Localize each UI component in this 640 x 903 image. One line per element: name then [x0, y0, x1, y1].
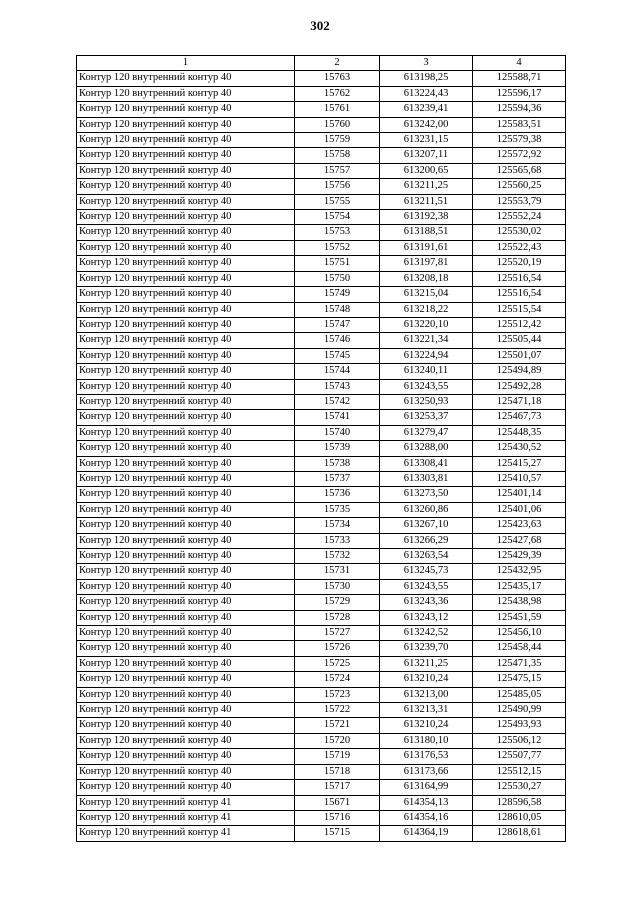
table-row [77, 456, 566, 471]
y-coordinate-cell: 125516,54 [473, 287, 566, 302]
y-coordinate-cell: 125415,27 [473, 456, 566, 471]
x-coordinate-cell: 613213,00 [380, 687, 473, 702]
y-coordinate-cell: 125485,05 [473, 687, 566, 702]
table-row [77, 564, 566, 579]
contour-name-cell: Контур 120 внутренний контур 40 [77, 71, 295, 86]
point-number-cell: 15741 [295, 410, 380, 425]
point-number-cell: 15761 [295, 102, 380, 117]
x-coordinate-cell: 613211,25 [380, 179, 473, 194]
contour-name-cell: Контур 120 внутренний контур 40 [77, 271, 295, 286]
page-number: 302 [310, 18, 330, 33]
table-row [77, 133, 566, 148]
point-number-cell: 15752 [295, 240, 380, 255]
point-number-cell: 15756 [295, 179, 380, 194]
point-number-cell: 15722 [295, 703, 380, 718]
table-row [77, 71, 566, 86]
contour-name-cell: Контур 120 внутренний контур 40 [77, 749, 295, 764]
table-row [77, 86, 566, 101]
table-row [77, 364, 566, 379]
y-coordinate-cell: 125530,02 [473, 225, 566, 240]
y-coordinate-cell: 125493,93 [473, 718, 566, 733]
y-coordinate-cell: 128618,61 [473, 826, 566, 841]
contour-name-cell: Контур 120 внутренний контур 40 [77, 394, 295, 409]
y-coordinate-cell: 125579,38 [473, 133, 566, 148]
contour-name-cell: Контур 120 внутренний контур 40 [77, 148, 295, 163]
table-row [77, 764, 566, 779]
point-number-cell: 15728 [295, 610, 380, 625]
y-coordinate-cell: 125401,06 [473, 502, 566, 517]
contour-name-cell: Контур 120 внутренний контур 40 [77, 502, 295, 517]
x-coordinate-cell: 613231,15 [380, 133, 473, 148]
point-number-cell: 15758 [295, 148, 380, 163]
x-coordinate-cell: 613242,52 [380, 626, 473, 641]
contour-name-cell: Контур 120 внутренний контур 40 [77, 672, 295, 687]
point-number-cell: 15753 [295, 225, 380, 240]
table-body [77, 56, 566, 842]
contour-name-cell: Контур 120 внутренний контур 40 [77, 703, 295, 718]
table-row [77, 703, 566, 718]
point-number-cell: 15731 [295, 564, 380, 579]
x-coordinate-cell: 613207,11 [380, 148, 473, 163]
point-number-cell: 15738 [295, 456, 380, 471]
x-coordinate-cell: 613239,41 [380, 102, 473, 117]
point-number-cell: 15720 [295, 733, 380, 748]
x-coordinate-cell: 613220,10 [380, 317, 473, 332]
y-coordinate-cell: 125429,39 [473, 549, 566, 564]
table-row [77, 225, 566, 240]
contour-name-cell: Контур 120 внутренний контур 40 [77, 210, 295, 225]
x-coordinate-cell: 613192,38 [380, 210, 473, 225]
table-row [77, 780, 566, 795]
x-coordinate-cell: 613243,36 [380, 595, 473, 610]
point-number-cell: 15755 [295, 194, 380, 209]
point-number-cell: 15754 [295, 210, 380, 225]
point-number-cell: 15762 [295, 86, 380, 101]
y-coordinate-cell: 125516,54 [473, 271, 566, 286]
table-header-row [77, 56, 566, 71]
x-coordinate-cell: 613273,50 [380, 487, 473, 502]
x-coordinate-cell: 613176,53 [380, 749, 473, 764]
table-row [77, 579, 566, 594]
table-row [77, 718, 566, 733]
x-coordinate-cell: 613243,55 [380, 379, 473, 394]
x-coordinate-cell: 613180,10 [380, 733, 473, 748]
y-coordinate-cell: 125410,57 [473, 471, 566, 486]
contour-name-cell: Контур 120 внутренний контур 40 [77, 487, 295, 502]
x-coordinate-cell: 613197,81 [380, 256, 473, 271]
point-number-cell: 15735 [295, 502, 380, 517]
y-coordinate-cell: 125423,63 [473, 518, 566, 533]
contour-name-cell: Контур 120 внутренний контур 40 [77, 364, 295, 379]
y-coordinate-cell: 125494,89 [473, 364, 566, 379]
contour-name-cell: Контур 120 внутренний контур 41 [77, 826, 295, 841]
point-number-cell: 15760 [295, 117, 380, 132]
column-header-2: 2 [295, 56, 380, 71]
x-coordinate-cell: 613208,18 [380, 271, 473, 286]
table-row [77, 826, 566, 841]
table-row [77, 549, 566, 564]
table-row [77, 425, 566, 440]
table-row [77, 471, 566, 486]
point-number-cell: 15716 [295, 810, 380, 825]
table-row [77, 148, 566, 163]
y-coordinate-cell: 125512,42 [473, 317, 566, 332]
table-row [77, 441, 566, 456]
point-number-cell: 15739 [295, 441, 380, 456]
contour-name-cell: Контур 120 внутренний контур 40 [77, 718, 295, 733]
table-row [77, 333, 566, 348]
table-row [77, 410, 566, 425]
x-coordinate-cell: 614364,19 [380, 826, 473, 841]
table-row [77, 179, 566, 194]
y-coordinate-cell: 125553,79 [473, 194, 566, 209]
table-row [77, 533, 566, 548]
table-row [77, 487, 566, 502]
point-number-cell: 15763 [295, 71, 380, 86]
y-coordinate-cell: 125512,15 [473, 764, 566, 779]
x-coordinate-cell: 613279,47 [380, 425, 473, 440]
contour-name-cell: Контур 120 внутренний контур 40 [77, 179, 295, 194]
x-coordinate-cell: 613242,00 [380, 117, 473, 132]
point-number-cell: 15717 [295, 780, 380, 795]
y-coordinate-cell: 125458,44 [473, 641, 566, 656]
table-row [77, 240, 566, 255]
contour-name-cell: Контур 120 внутренний контур 40 [77, 641, 295, 656]
point-number-cell: 15734 [295, 518, 380, 533]
table-row [77, 394, 566, 409]
contour-name-cell: Контур 120 внутренний контур 40 [77, 610, 295, 625]
x-coordinate-cell: 613210,24 [380, 672, 473, 687]
contour-name-cell: Контур 120 внутренний контур 40 [77, 733, 295, 748]
point-number-cell: 15719 [295, 749, 380, 764]
y-coordinate-cell: 125596,17 [473, 86, 566, 101]
point-number-cell: 15740 [295, 425, 380, 440]
contour-name-cell: Контур 120 внутренний контур 40 [77, 287, 295, 302]
y-coordinate-cell: 125435,17 [473, 579, 566, 594]
contour-name-cell: Контур 120 внутренний контур 40 [77, 194, 295, 209]
contour-name-cell: Контур 120 внутренний контур 40 [77, 86, 295, 101]
point-number-cell: 15742 [295, 394, 380, 409]
contour-name-cell: Контур 120 внутренний контур 40 [77, 564, 295, 579]
table-row [77, 502, 566, 517]
x-coordinate-cell: 613266,29 [380, 533, 473, 548]
point-number-cell: 15730 [295, 579, 380, 594]
y-coordinate-cell: 125471,18 [473, 394, 566, 409]
x-coordinate-cell: 613188,51 [380, 225, 473, 240]
point-number-cell: 15744 [295, 364, 380, 379]
point-number-cell: 15732 [295, 549, 380, 564]
table-row [77, 749, 566, 764]
contour-name-cell: Контур 120 внутренний контур 40 [77, 133, 295, 148]
x-coordinate-cell: 613198,25 [380, 71, 473, 86]
x-coordinate-cell: 613213,31 [380, 703, 473, 718]
contour-name-cell: Контур 120 внутренний контур 40 [77, 317, 295, 332]
contour-name-cell: Контур 120 внутренний контур 40 [77, 549, 295, 564]
y-coordinate-cell: 125432,95 [473, 564, 566, 579]
contour-name-cell: Контур 120 внутренний контур 40 [77, 379, 295, 394]
x-coordinate-cell: 613250,93 [380, 394, 473, 409]
y-coordinate-cell: 125471,35 [473, 656, 566, 671]
x-coordinate-cell: 613239,70 [380, 641, 473, 656]
x-coordinate-cell: 613164,99 [380, 780, 473, 795]
y-coordinate-cell: 125552,24 [473, 210, 566, 225]
point-number-cell: 15729 [295, 595, 380, 610]
point-number-cell: 15715 [295, 826, 380, 841]
x-coordinate-cell: 614354,13 [380, 795, 473, 810]
contour-name-cell: Контур 120 внутренний контур 40 [77, 225, 295, 240]
table-row [77, 117, 566, 132]
point-number-cell: 15726 [295, 641, 380, 656]
y-coordinate-cell: 125490,99 [473, 703, 566, 718]
y-coordinate-cell: 125456,10 [473, 626, 566, 641]
y-coordinate-cell: 125515,54 [473, 302, 566, 317]
point-number-cell: 15748 [295, 302, 380, 317]
y-coordinate-cell: 125507,77 [473, 749, 566, 764]
point-number-cell: 15749 [295, 287, 380, 302]
table-row [77, 672, 566, 687]
point-number-cell: 15733 [295, 533, 380, 548]
table-row [77, 518, 566, 533]
x-coordinate-cell: 613221,34 [380, 333, 473, 348]
point-number-cell: 15751 [295, 256, 380, 271]
y-coordinate-cell: 125451,59 [473, 610, 566, 625]
y-coordinate-cell: 125520,19 [473, 256, 566, 271]
y-coordinate-cell: 125427,68 [473, 533, 566, 548]
y-coordinate-cell: 125492,28 [473, 379, 566, 394]
contour-name-cell: Контур 120 внутренний контур 40 [77, 102, 295, 117]
contour-name-cell: Контур 120 внутренний контур 40 [77, 780, 295, 795]
point-number-cell: 15727 [295, 626, 380, 641]
x-coordinate-cell: 613211,51 [380, 194, 473, 209]
x-coordinate-cell: 613253,37 [380, 410, 473, 425]
point-number-cell: 15718 [295, 764, 380, 779]
x-coordinate-cell: 613211,25 [380, 656, 473, 671]
contour-name-cell: Контур 120 внутренний контур 40 [77, 163, 295, 178]
table-row [77, 317, 566, 332]
table-row [77, 626, 566, 641]
x-coordinate-cell: 613240,11 [380, 364, 473, 379]
column-header-3: 3 [380, 56, 473, 71]
contour-name-cell: Контур 120 внутренний контур 40 [77, 410, 295, 425]
table-row [77, 163, 566, 178]
point-number-cell: 15746 [295, 333, 380, 348]
x-coordinate-cell: 613308,41 [380, 456, 473, 471]
table-row [77, 302, 566, 317]
y-coordinate-cell: 125565,68 [473, 163, 566, 178]
x-coordinate-cell: 613288,00 [380, 441, 473, 456]
table-row [77, 379, 566, 394]
x-coordinate-cell: 613200,65 [380, 163, 473, 178]
y-coordinate-cell: 125530,27 [473, 780, 566, 795]
x-coordinate-cell: 613267,10 [380, 518, 473, 533]
table-row [77, 687, 566, 702]
point-number-cell: 15757 [295, 163, 380, 178]
contour-name-cell: Контур 120 внутренний контур 40 [77, 441, 295, 456]
x-coordinate-cell: 613245,73 [380, 564, 473, 579]
contour-name-cell: Контур 120 внутренний контур 40 [77, 579, 295, 594]
contour-name-cell: Контур 120 внутренний контур 41 [77, 810, 295, 825]
contour-name-cell: Контур 120 внутренний контур 40 [77, 333, 295, 348]
contour-name-cell: Контур 120 внутренний контур 40 [77, 348, 295, 363]
y-coordinate-cell: 125430,52 [473, 441, 566, 456]
y-coordinate-cell: 125475,15 [473, 672, 566, 687]
x-coordinate-cell: 613224,43 [380, 86, 473, 101]
y-coordinate-cell: 125594,36 [473, 102, 566, 117]
x-coordinate-cell: 614354,16 [380, 810, 473, 825]
point-number-cell: 15724 [295, 672, 380, 687]
table-row [77, 287, 566, 302]
contour-name-cell: Контур 120 внутренний контур 40 [77, 595, 295, 610]
table-row [77, 256, 566, 271]
point-number-cell: 15736 [295, 487, 380, 502]
point-number-cell: 15725 [295, 656, 380, 671]
table-row [77, 348, 566, 363]
x-coordinate-cell: 613224,94 [380, 348, 473, 363]
point-number-cell: 15723 [295, 687, 380, 702]
contour-name-cell: Контур 120 внутренний контур 40 [77, 302, 295, 317]
x-coordinate-cell: 613210,24 [380, 718, 473, 733]
point-number-cell: 15745 [295, 348, 380, 363]
x-coordinate-cell: 613260,86 [380, 502, 473, 517]
column-header-4: 4 [473, 56, 566, 71]
y-coordinate-cell: 125448,35 [473, 425, 566, 440]
y-coordinate-cell: 125506,12 [473, 733, 566, 748]
y-coordinate-cell: 125583,51 [473, 117, 566, 132]
contour-name-cell: Контур 120 внутренний контур 40 [77, 764, 295, 779]
table-row [77, 194, 566, 209]
table-row [77, 610, 566, 625]
contour-name-cell: Контур 120 внутренний контур 40 [77, 518, 295, 533]
y-coordinate-cell: 125522,43 [473, 240, 566, 255]
column-header-1: 1 [77, 56, 295, 71]
y-coordinate-cell: 125572,92 [473, 148, 566, 163]
contour-name-cell: Контур 120 внутренний контур 40 [77, 626, 295, 641]
y-coordinate-cell: 128596,58 [473, 795, 566, 810]
x-coordinate-cell: 613173,66 [380, 764, 473, 779]
y-coordinate-cell: 125401,14 [473, 487, 566, 502]
x-coordinate-cell: 613263,54 [380, 549, 473, 564]
x-coordinate-cell: 613215,04 [380, 287, 473, 302]
y-coordinate-cell: 125467,73 [473, 410, 566, 425]
point-number-cell: 15743 [295, 379, 380, 394]
table-row [77, 810, 566, 825]
contour-name-cell: Контур 120 внутренний контур 40 [77, 533, 295, 548]
table-row [77, 271, 566, 286]
y-coordinate-cell: 125501,07 [473, 348, 566, 363]
point-number-cell: 15721 [295, 718, 380, 733]
point-number-cell: 15737 [295, 471, 380, 486]
table-row [77, 656, 566, 671]
contour-name-cell: Контур 120 внутренний контур 40 [77, 656, 295, 671]
point-number-cell: 15759 [295, 133, 380, 148]
table-row [77, 595, 566, 610]
y-coordinate-cell: 128610,05 [473, 810, 566, 825]
x-coordinate-cell: 613303,81 [380, 471, 473, 486]
contour-name-cell: Контур 120 внутренний контур 40 [77, 425, 295, 440]
table-row [77, 795, 566, 810]
x-coordinate-cell: 613218,22 [380, 302, 473, 317]
x-coordinate-cell: 613191,61 [380, 240, 473, 255]
contour-name-cell: Контур 120 внутренний контур 40 [77, 456, 295, 471]
contour-name-cell: Контур 120 внутренний контур 41 [77, 795, 295, 810]
contour-name-cell: Контур 120 внутренний контур 40 [77, 687, 295, 702]
table-row [77, 733, 566, 748]
contour-name-cell: Контур 120 внутренний контур 40 [77, 471, 295, 486]
contour-name-cell: Контур 120 внутренний контур 40 [77, 117, 295, 132]
table-row [77, 210, 566, 225]
x-coordinate-cell: 613243,12 [380, 610, 473, 625]
contour-name-cell: Контур 120 внутренний контур 40 [77, 256, 295, 271]
table-row [77, 102, 566, 117]
point-number-cell: 15671 [295, 795, 380, 810]
x-coordinate-cell: 613243,55 [380, 579, 473, 594]
y-coordinate-cell: 125588,71 [473, 71, 566, 86]
point-number-cell: 15747 [295, 317, 380, 332]
coordinates-table [76, 55, 566, 842]
y-coordinate-cell: 125438,98 [473, 595, 566, 610]
table-row [77, 641, 566, 656]
y-coordinate-cell: 125505,44 [473, 333, 566, 348]
y-coordinate-cell: 125560,25 [473, 179, 566, 194]
contour-name-cell: Контур 120 внутренний контур 40 [77, 240, 295, 255]
point-number-cell: 15750 [295, 271, 380, 286]
